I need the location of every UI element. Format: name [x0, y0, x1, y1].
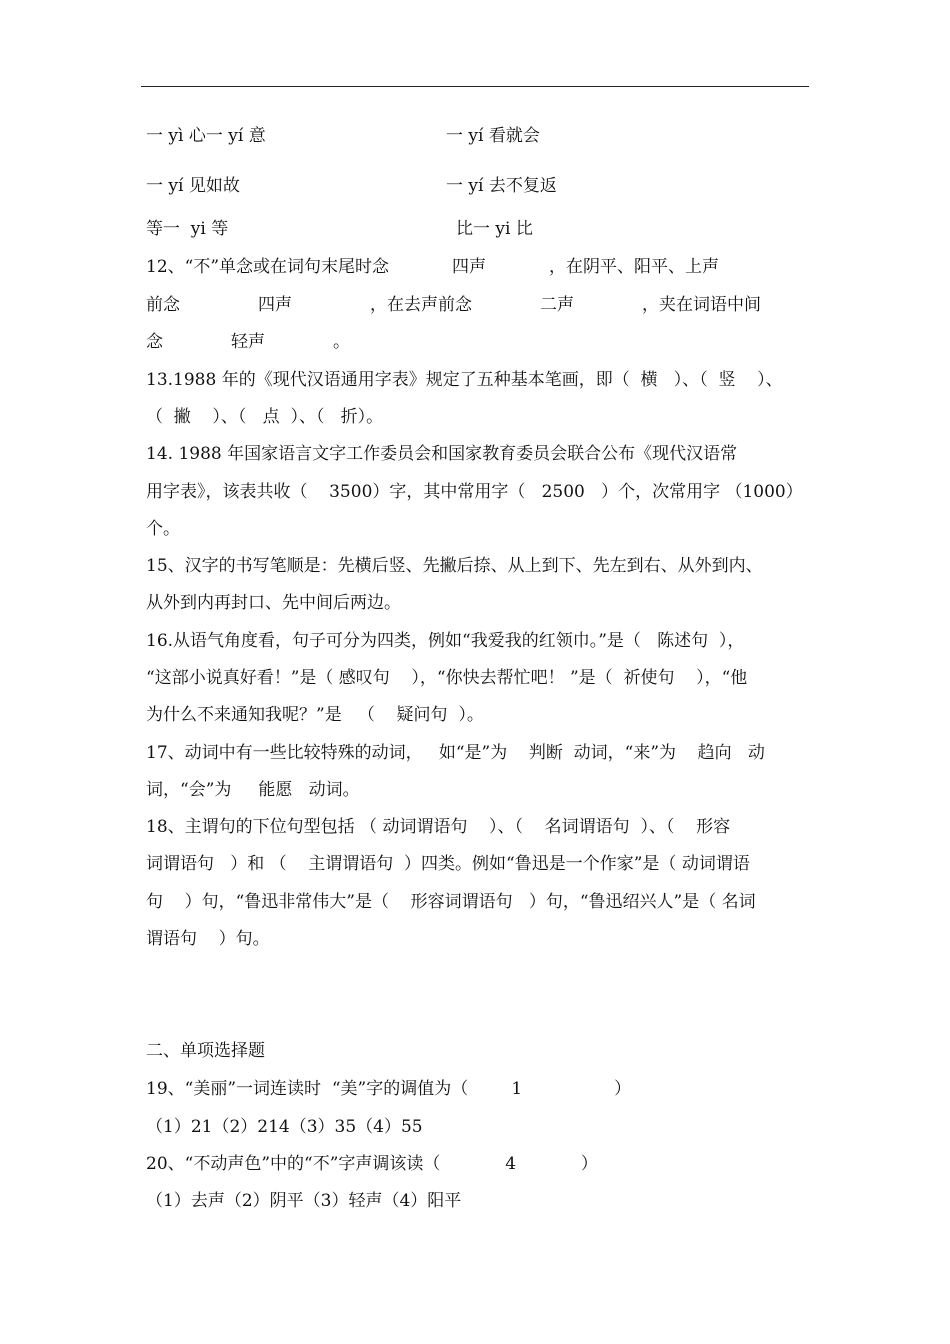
q15-line2: 从外到内再封口、先中间后两边。	[146, 593, 401, 613]
q16-line3: 为什么不来通知我呢？”是 （ 疑问句 ）。	[146, 705, 484, 725]
pinyin-row2-left: 一 yí 见如故	[146, 176, 240, 196]
q12-text3: 前念	[146, 295, 180, 315]
q12-line3	[146, 331, 350, 353]
q12-text5: ，夹在词语中间	[642, 295, 761, 315]
q12-text2: ，在阴平、阳平、上声	[549, 257, 720, 277]
q15-line1: 15、汉字的书写笔顺是：先横后竖、先撇后捺、从上到下、先左到右、从外到内、	[146, 556, 763, 576]
header-rule	[141, 86, 809, 87]
section2-title: 二、单项选择题	[146, 1041, 265, 1061]
q12-answer1: 四声	[452, 257, 487, 277]
q20-stem: 20、“不动声色”中的“不”字声调该读（ 4 ）	[146, 1154, 598, 1174]
q12-answer2: 四声	[258, 295, 292, 315]
q16-line2: “这部小说真好看！”是（ 感叹句 ），“你快去帮忙吧！ ”是（ 祈使句 ），“他	[146, 668, 748, 688]
q17-line2: 词，“会”为 能愿 动词。	[146, 780, 360, 800]
q13-line2: （ 撇 ）、（ 点 ）、（ 折）。	[146, 407, 384, 427]
q14-line3: 个。	[146, 519, 180, 539]
q20-options: （1）去声（2）阴平（3）轻声（4）阳平	[146, 1191, 462, 1211]
pinyin-row3-right: 比一 yi 比	[456, 219, 533, 239]
q17-line1: 17、动词中有一些比较特殊的动词， 如“是”为 判断 动词，“来”为 趋向 动	[146, 743, 765, 763]
q12-answer3: 二声	[540, 295, 574, 315]
q12-text4: ，在去声前念	[370, 295, 472, 315]
q18-line1: 18、主谓句的下位句型包括 （ 动词谓语句 ）、（ 名词谓语句 ）、（ 形容	[146, 817, 731, 837]
q12-text6: 念	[146, 332, 163, 352]
q14-line1: 14. 1988 年国家语言文字工作委员会和国家教育委员会联合公布《现代汉语常	[146, 444, 738, 464]
q12-text1: 12、“不”单念或在词句末尾时念	[146, 257, 390, 277]
q12-text7: 。	[333, 332, 350, 352]
q12-answer4: 轻声	[231, 332, 265, 352]
q12-line1	[146, 256, 719, 278]
q18-line4: 谓语句 ）句。	[146, 929, 270, 949]
pinyin-row3-left: 等一 yi 等	[146, 219, 229, 239]
q19-stem: 19、“美丽”一词连读时 “美”字的调值为（ 1 ）	[146, 1079, 632, 1099]
q13-line1: 13.1988 年的《现代汉语通用字表》规定了五种基本笔画，即（ 横 ）、（ 竖 ）、	[146, 370, 783, 390]
q18-line2: 词谓语句 ）和 （ 主谓谓语句 ）四类。例如“鲁迅是一个作家”是（ 动词谓语	[146, 854, 750, 874]
pinyin-row2-right: 一 yí 去不复返	[446, 176, 557, 196]
pinyin-row1-left: 一 yì 心一 yí 意	[146, 126, 266, 146]
q12-line2	[146, 294, 761, 316]
q19-options: （1）21（2）214（3）35（4）55	[146, 1117, 423, 1137]
q18-line3: 句 ）句，“鲁迅非常伟大”是（ 形容词谓语句 ）句，“鲁迅绍兴人”是（ 名词	[146, 892, 756, 912]
q14-line2: 用字表》，该表共收（ 3500）字，其中常用字（ 2500 ）个，次常用字 （1000）	[146, 482, 803, 502]
pinyin-row1-right: 一 yí 看就会	[446, 126, 540, 146]
q16-line1: 16.从语气角度看，句子可分为四类，例如“我爱我的红领巾。”是（ 陈述句 ），	[146, 631, 745, 651]
